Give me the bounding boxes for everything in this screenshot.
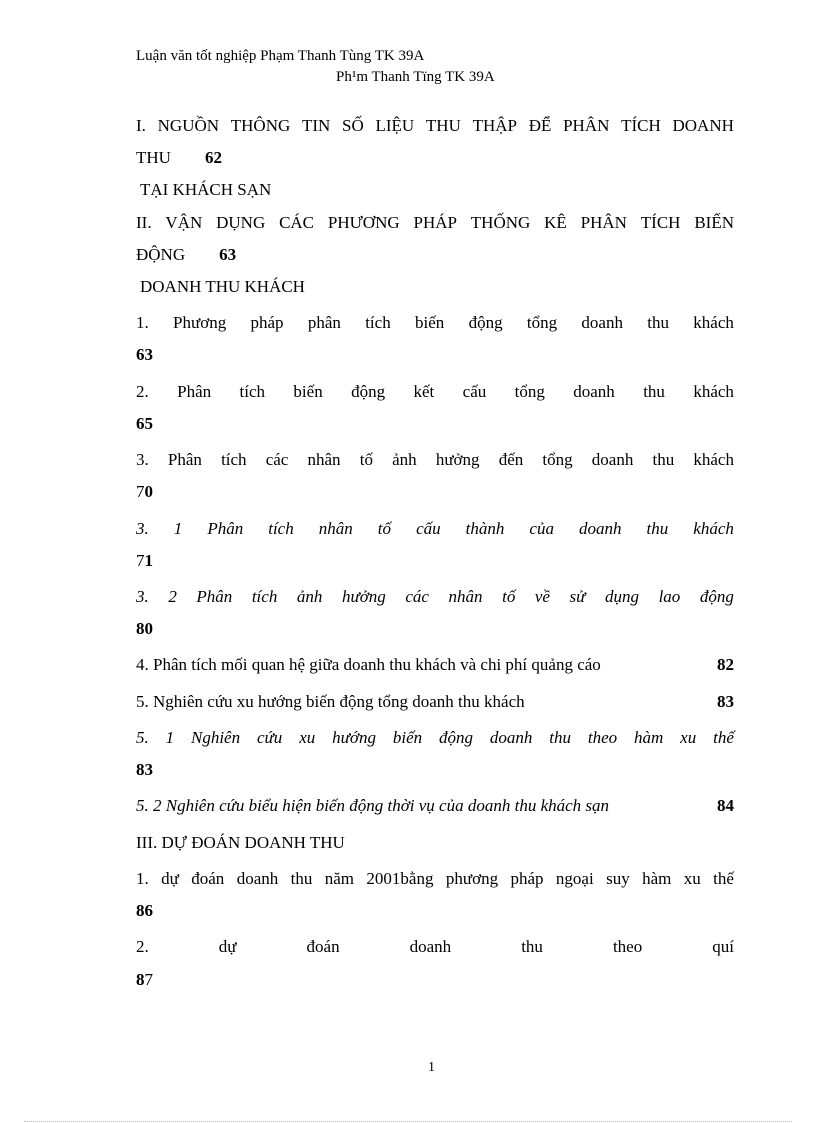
toc-item-3-1: [136, 519, 734, 539]
toc-word: II.: [136, 213, 152, 232]
toc-word: 3.: [136, 587, 149, 606]
toc-item-5-page: 83: [717, 692, 734, 711]
toc-word: PHÁP: [413, 213, 457, 232]
toc-section-1-cont-text: THU: [136, 148, 171, 167]
toc-word: tích: [239, 382, 266, 401]
toc-word: động: [468, 313, 503, 332]
toc-word: VẬN: [165, 213, 203, 232]
toc-word: khách: [693, 519, 734, 538]
toc-word: SỐ: [342, 116, 364, 135]
toc-item-5-text: 5. Nghiên cứu xu hướng biến động tổng doanh thu khách: [136, 692, 525, 711]
toc-word: LIỆU: [375, 116, 415, 135]
toc-section-3: III. DỰ ĐOÁN DOANH THU: [136, 833, 345, 852]
toc-word: tố: [377, 519, 392, 538]
toc-word: thu: [521, 937, 543, 956]
toc-word: cứu: [256, 728, 283, 747]
toc-word: PHÂN: [563, 116, 610, 135]
toc-word: ĐỂ: [528, 116, 552, 135]
toc-word: sử: [569, 587, 586, 606]
toc-word: doanh: [489, 728, 533, 747]
toc-word: BIẾN: [694, 213, 734, 232]
toc-word: thu: [549, 728, 571, 747]
toc-word: theo: [587, 728, 618, 747]
toc-word: 2.: [136, 937, 149, 956]
toc-word: doanh: [409, 937, 452, 956]
toc-word: DỤNG: [216, 213, 266, 232]
toc-word: ảnh: [392, 450, 417, 469]
toc-word: kết: [413, 382, 435, 401]
toc-word: xu: [299, 728, 316, 747]
toc-section-1-cont: [136, 148, 734, 168]
toc-word: CÁC: [279, 213, 315, 232]
toc-word: thế: [713, 728, 734, 747]
toc-word: dụng: [605, 587, 639, 606]
toc-word: xu: [683, 869, 701, 888]
toc-word: hưởng: [435, 450, 480, 469]
toc-word: 3.: [136, 519, 149, 538]
toc-word: tổng: [542, 450, 573, 469]
page-number: 1: [428, 1060, 435, 1075]
toc-word: khách: [693, 450, 734, 469]
toc-item-2-page: 65: [136, 414, 153, 433]
toc-word: THẬP: [472, 116, 517, 135]
toc-word: biến: [293, 382, 323, 401]
toc-word: 1: [173, 519, 183, 538]
toc-word: hưởng: [341, 587, 386, 606]
toc-word: dự: [218, 937, 237, 956]
page-bottom-border: [24, 1121, 792, 1122]
toc-word: PHƯƠNG: [327, 213, 400, 232]
toc-word: tổng: [514, 382, 545, 401]
toc-word: đoán: [191, 869, 225, 888]
toc-word: nhân: [307, 450, 341, 469]
toc-item-3-page: 70: [136, 482, 153, 501]
toc-word: doanh: [581, 313, 623, 332]
toc-word: hàm: [642, 869, 672, 888]
toc-word: nhân: [318, 519, 353, 538]
toc-word: 2: [168, 587, 177, 606]
toc-forecast-2: [136, 937, 734, 957]
toc-word: theo: [612, 937, 643, 956]
toc-word: thu: [643, 382, 665, 401]
toc-forecast-2-page: 87: [136, 970, 153, 989]
toc-item-5-2: [136, 796, 734, 816]
toc-item-4: [136, 655, 734, 675]
toc-word: doanh: [591, 450, 634, 469]
toc-item-3-2-page: 80: [136, 619, 153, 638]
toc-word: đến: [498, 450, 524, 469]
toc-item-5-1: [136, 728, 734, 748]
toc-word: DOANH: [672, 116, 734, 135]
toc-word: 3.: [136, 450, 149, 469]
toc-word: phương: [445, 869, 499, 888]
toc-word: khách: [693, 382, 734, 401]
toc-item-2: [136, 382, 734, 402]
toc-word: tố: [502, 587, 516, 606]
toc-word: pháp: [510, 869, 544, 888]
toc-word: thế: [713, 869, 734, 888]
toc-word: pháp: [250, 313, 284, 332]
toc-word: xu: [680, 728, 697, 747]
toc-word: doanh: [236, 869, 279, 888]
toc-word: biến: [392, 728, 423, 747]
toc-word: I.: [136, 116, 146, 135]
toc-word: thu: [290, 869, 313, 888]
toc-word: biến: [415, 313, 445, 332]
toc-item-3: [136, 450, 734, 470]
toc-word: NGUỒN: [157, 116, 220, 135]
toc-word: khách: [693, 313, 734, 332]
header-line-2: Ph¹m Thanh Tïng TK 39A: [336, 69, 495, 85]
toc-word: các: [405, 587, 429, 606]
toc-item-5-1-page: 83: [136, 760, 153, 779]
toc-word: động: [439, 728, 473, 747]
toc-word: tích: [365, 313, 391, 332]
toc-word: tố: [359, 450, 373, 469]
toc-section-2-page: 63: [219, 245, 237, 264]
toc-word: tích: [251, 587, 278, 606]
toc-word: của: [529, 519, 554, 538]
toc-word: dự: [161, 869, 179, 888]
toc-word: Phân: [177, 382, 212, 401]
toc-word: nhân: [448, 587, 483, 606]
toc-word: suy: [606, 869, 630, 888]
toc-word: THÔNG: [230, 116, 291, 135]
toc-word: Phân: [196, 587, 233, 606]
toc-section-1-sub: TẠI KHÁCH SẠN: [140, 180, 272, 199]
toc-word: động: [351, 382, 386, 401]
toc-word: TÍCH: [621, 116, 661, 135]
toc-word: lao: [658, 587, 681, 606]
toc-section-1-page: 62: [204, 148, 222, 167]
toc-word: thu: [652, 450, 675, 469]
toc-item-3-1-page: 71: [136, 551, 153, 570]
toc-word: các: [265, 450, 289, 469]
toc-section-2-cont-text: ĐỘNG: [136, 245, 186, 264]
toc-word: cấu: [462, 382, 487, 401]
toc-word: tổng: [526, 313, 558, 332]
toc-item-5-2-page: 84: [717, 796, 734, 815]
toc-section-2-cont: [136, 245, 734, 265]
toc-word: 1: [165, 728, 175, 747]
toc-item-1: [136, 313, 734, 333]
toc-word: 2001bằng: [366, 869, 434, 888]
toc-word: đoán: [306, 937, 340, 956]
toc-forecast-1-page: 86: [136, 901, 153, 920]
toc-word: ảnh: [296, 587, 323, 606]
header-line-1: Luận văn tốt nghiệp Phạm Thanh Tùng TK 39A: [136, 48, 425, 64]
toc-word: 1.: [136, 313, 149, 332]
toc-section-2-line: [136, 213, 734, 233]
toc-word: Phân: [207, 519, 244, 538]
toc-word: Phương: [173, 313, 227, 332]
toc-word: 5.: [136, 728, 149, 747]
toc-section-1-line: [136, 116, 734, 136]
toc-word: năm: [324, 869, 355, 888]
toc-item-5: [136, 692, 734, 712]
toc-word: doanh: [573, 382, 615, 401]
toc-word: thành: [465, 519, 505, 538]
toc-word: quí: [712, 937, 734, 956]
toc-word: PHÂN: [580, 213, 627, 232]
toc-word: hướng: [332, 728, 376, 747]
toc-word: 2.: [136, 382, 149, 401]
toc-item-1-page: 63: [136, 345, 153, 364]
toc-word: TIN: [301, 116, 331, 135]
toc-word: tích: [268, 519, 294, 538]
toc-word: thu: [647, 313, 669, 332]
toc-section-2-sub: DOANH THU KHÁCH: [140, 277, 305, 296]
toc-word: KÊ: [544, 213, 567, 232]
toc-word: phân: [307, 313, 341, 332]
toc-word: 1.: [136, 869, 149, 888]
toc-word: Nghiên: [191, 728, 241, 747]
toc-item-4-text: 4. Phân tích mối quan hệ giữa doanh thu khách và chi phí quảng cáo: [136, 655, 601, 674]
toc-item-4-page: 82: [717, 655, 734, 674]
toc-item-5-2-text: 5. 2 Nghiên cứu biểu hiện biến động thời vụ của doanh thu khách sạn: [136, 796, 610, 815]
toc-word: THỐNG: [470, 213, 531, 232]
toc-word: doanh: [578, 519, 622, 538]
toc-word: cấu: [416, 519, 441, 538]
toc-word: động: [699, 587, 734, 606]
toc-word: TÍCH: [640, 213, 681, 232]
toc-word: Phân: [167, 450, 202, 469]
toc-word: hàm: [634, 728, 664, 747]
toc-word: thu: [646, 519, 669, 538]
toc-word: về: [534, 587, 550, 606]
toc-word: THU: [425, 116, 461, 135]
toc-word: ngoại: [555, 869, 594, 888]
toc-word: tích: [221, 450, 247, 469]
toc-forecast-1: [136, 869, 734, 889]
toc-item-3-2: [136, 587, 734, 607]
